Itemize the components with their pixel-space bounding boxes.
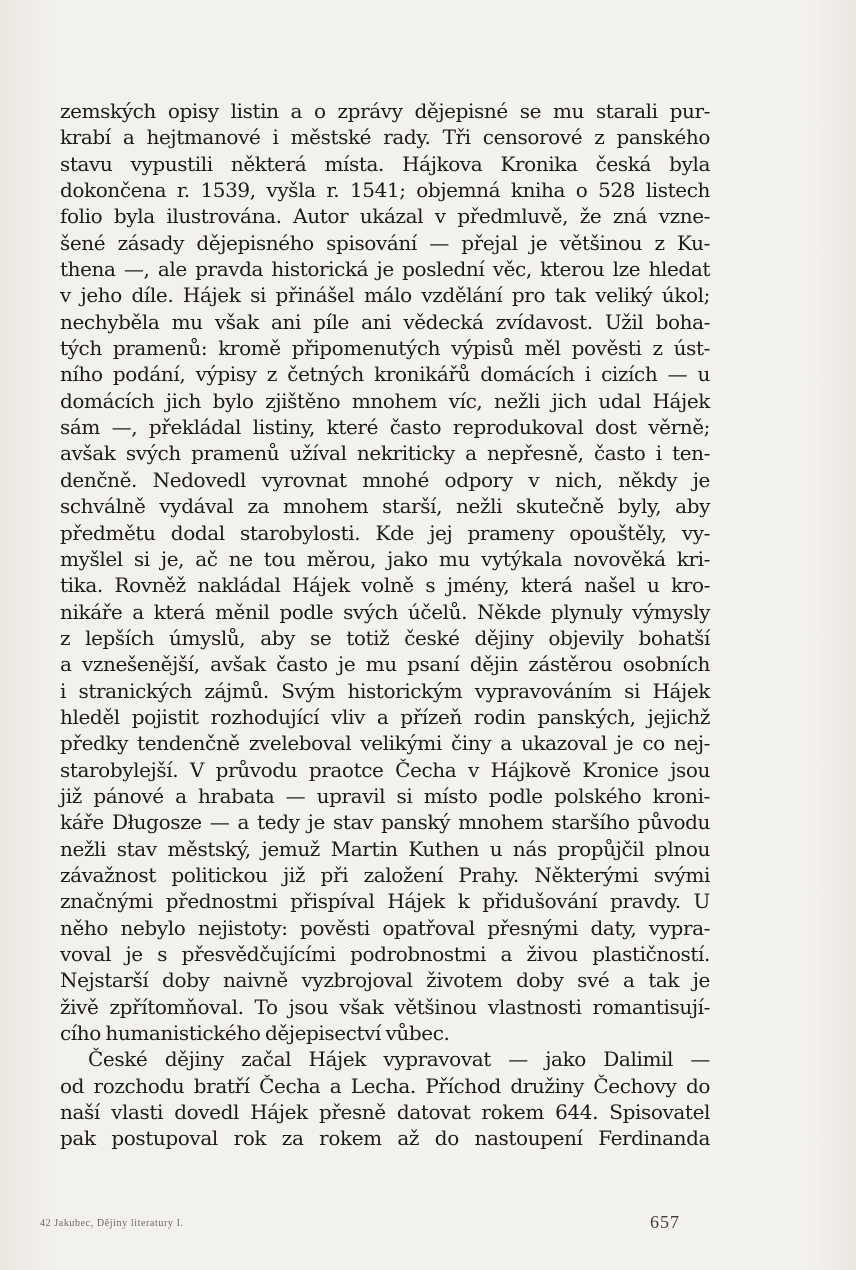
text-line: již pánové a hrabata — upravil si místo podle polského kroni- [60, 783, 710, 808]
text-line: hleděl pojistit rozhodující vliv a přízeň rodin panských, jejichž [60, 704, 710, 729]
text-line: cího humanistického dějepisectví vůbec. [60, 1021, 450, 1046]
text-line: i stranických zájmů. Svým historickým vypravováním si Hájek [60, 678, 710, 703]
text-line: nežli stav městský, jemuž Martin Kuthen u nás propůjčil plnou [60, 836, 710, 861]
text-line: denčně. Nedovedl vyrovnat mnohé odpory v nich, někdy je [60, 467, 710, 492]
text-line: tika. Rovněž nakládal Hájek volně s jmény, která našel u kro- [60, 573, 710, 598]
text-line: ního podání, výpisy z četných kronikářů domácích i cizích — u [60, 362, 710, 387]
text-line: starobylejší. V průvodu praotce Čecha v Hájkově Kronice jsou [60, 757, 710, 782]
text-line: něho nebylo nejistoty: pověsti opatřoval přesnými daty, vypra- [60, 915, 710, 940]
text-line: zemských opisy listin a o zprávy dějepisné se mu starali pur- [60, 99, 710, 123]
text-line: nikáře a která měnil podle svých účelů. Někde plynuly výmysly [60, 599, 710, 624]
text-line: tých pramenů: kromě připomenutých výpisů měl pověsti z úst- [60, 336, 710, 361]
text-line: dokončena r. 1539, vyšla r. 1541; objemná kniha o 528 listech [60, 178, 710, 203]
text-line: závažnost politickou již při založení Prahy. Některými svými [60, 862, 710, 887]
text-line: předmětu dodal starobylosti. Kde jej prameny opouštěly, vy- [60, 520, 710, 545]
text-line: avšak svých pramenů užíval nekriticky a nepřesně, často i ten- [60, 441, 710, 466]
text-line: krabí a hejtmanové i městské rady. Tři censorové z panského [60, 125, 710, 150]
text-line: živě zpřítomňoval. To jsou však většinou vlastnosti romantisují- [60, 994, 710, 1019]
text-line: sám —, překládal listiny, které často reprodukoval dost věrně; [60, 415, 710, 440]
text-line: od rozchodu bratří Čecha a Lecha. Příchod družiny Čechovy do [60, 1073, 710, 1098]
text-line: značnými přednostmi přispíval Hájek k přidušování pravdy. U [60, 889, 710, 914]
text-line: thena —, ale pravda historická je poslední věc, kterou lze hledat [60, 257, 710, 282]
page-footer [40, 1212, 680, 1238]
text-line: folio byla ilustrována. Autor ukázal v předmluvě, že zná vzne- [60, 204, 710, 229]
body-text [60, 98, 710, 1152]
signature-mark: 42 Jakubec, Dějiny literatury I. [40, 1218, 184, 1229]
page-number: 657 [650, 1212, 680, 1232]
text-line: Nejstarší doby naivně vyzbrojoval životem doby své a tak je [60, 968, 710, 993]
text-line: domácích jich bylo zjištěno mnohem víc, nežli jich udal Hájek [60, 388, 710, 413]
text-line: a vznešenější, avšak často je mu psaní dějin zástěrou osobních [60, 652, 710, 677]
text-line: předky tendenčně zveleboval velikými činy a ukazoval je co nej- [60, 731, 710, 756]
text-line: z lepších úmyslů, aby se totiž české dějiny objevily bohatší [60, 625, 710, 650]
text-line: myšlel si je, ač ne tou měrou, jako mu vytýkala novověká kri- [60, 546, 710, 571]
text-line: káře Długosze — a tedy je stav panský mnohem staršího původu [60, 810, 710, 835]
text-line: šené zásady dějepisného spisování — přejal je většinou z Ku- [60, 230, 710, 255]
text-line: nechyběla mu však ani píle ani vědecká zvídavost. Užil boha- [60, 309, 710, 334]
text-line: schválně vydával za mnohem starší, nežli skutečně byly, aby [60, 494, 710, 519]
text-line: voval je s přesvědčujícími podrobnostmi a živou plastičností. [60, 942, 710, 966]
text-line: České dějiny začal Hájek vypravovat — jako Dalimil — [88, 1047, 710, 1072]
text-line: stavu vypustili některá místa. Hájkova Kronika česká byla [60, 151, 710, 176]
text-line: pak postupoval rok za rokem až do nastoupení Ferdinanda [60, 1126, 710, 1151]
text-line: v jeho díle. Hájek si přinášel málo vzdělání pro tak veliký úkol; [60, 283, 710, 308]
text-line: naší vlasti dovedl Hájek přesně datovat rokem 644. Spisovatel [60, 1100, 710, 1125]
